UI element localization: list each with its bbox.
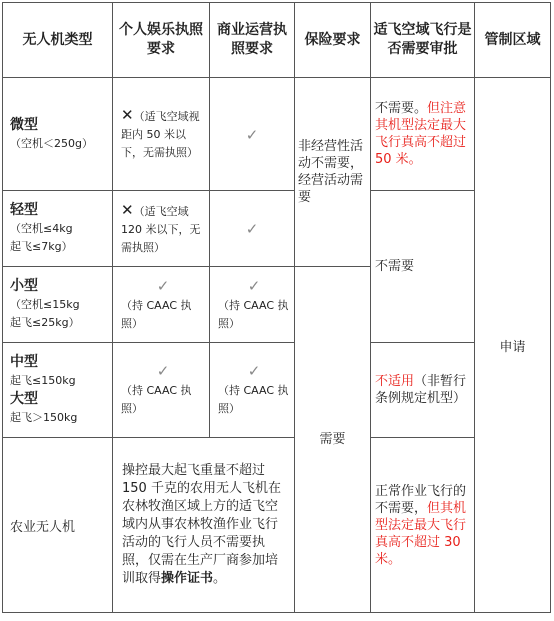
type-name: 轻型 [10,202,38,218]
approval-micro [371,78,475,191]
approval-text: 不需要 [375,259,415,274]
cross-icon: ✕ [121,106,134,124]
license-agricultural [113,438,295,613]
type-medium-large [3,343,113,438]
zone-cell [475,78,551,613]
personal-medium-large [113,343,210,438]
type-name: 小型 [10,278,38,294]
personal-micro [113,78,210,191]
license-note: （适飞空域视距内 50 米以下，无需执照） [121,110,200,159]
commercial-small [210,267,295,343]
type-desc: 起飞≤7kg） [10,240,73,253]
row-medium-large [3,343,551,438]
approval-warning: 不适用 [375,374,415,389]
header-personal-license: 个人娱乐执照要求 [113,3,210,78]
zone-text: 申请 [499,339,526,355]
row-micro [3,78,551,191]
checkmark-icon: ✓ [247,276,261,295]
type-name: 大型 [10,391,38,407]
checkmark-icon: ✓ [245,125,259,144]
commercial-light [210,191,295,267]
type-desc: （空机≤4kg [10,222,73,235]
insurance-text: 需要 [319,432,346,447]
header-approval: 适飞空域飞行是否需要审批 [371,3,475,78]
checkmark-icon: ✓ [156,276,170,295]
insurance-lower [295,267,371,613]
license-end: 。 [213,571,227,586]
license-note: （持 CAAC 执照） [121,298,192,330]
approval-warning: 但其机型法定最大飞行真高不超过 30 米。 [375,500,467,567]
header-zone: 管制区域 [475,3,551,78]
header-row [3,3,551,78]
license-note: （持 CAAC 执照） [218,298,289,330]
type-desc: 起飞≤25kg） [10,316,80,329]
drone-regulation-table [2,2,551,613]
approval-text: 不需要。 [375,101,428,116]
row-light [3,191,551,267]
type-desc: （空机≤15kg [10,298,80,311]
approval-agricultural [371,438,475,613]
type-desc: 起飞＞150kg [10,411,78,424]
approval-light-small [371,191,475,343]
license-note: （持 CAAC 执照） [121,384,192,415]
personal-light [113,191,210,267]
type-agricultural [3,438,113,613]
license-highlight: 操作证书 [161,571,214,586]
type-micro [3,78,113,191]
type-name: 中型 [10,354,38,370]
approval-text: （非暂行条例规定机型） [375,374,467,406]
header-commercial-license: 商业运营执照要求 [210,3,295,78]
type-name: 农业无人机 [10,519,76,535]
commercial-micro [210,78,295,191]
row-agricultural [3,438,551,613]
type-light [3,191,113,267]
checkmark-icon: ✓ [245,220,259,238]
license-note: （适飞空域 120 米以下，无需执照） [121,204,201,254]
type-small [3,267,113,343]
personal-small [113,267,210,343]
commercial-medium-large [210,343,295,438]
header-type: 无人机类型 [3,3,113,78]
checkmark-icon: ✓ [247,362,261,380]
approval-text: 正常作业飞行的不需要， [375,483,467,516]
approval-warning: 但注意其机型法定最大飞行真高不超过 50 米。 [375,101,467,167]
type-name: 微型 [10,116,38,133]
approval-medium-large [371,343,475,438]
header-insurance: 保险要求 [295,3,371,78]
checkmark-icon: ✓ [156,362,170,380]
insurance-text: 非经营性活动不需要，经营活动需要 [298,139,364,205]
type-desc: 起飞≤150kg [10,374,76,387]
type-desc: （空机＜250g） [10,136,93,150]
license-note: 操控最大起飞重量不超过 150 千克的农用无人飞机在农林牧渔区域上方的适飞空域内从事农林牧渔作业飞行活动的飞行人员不需要执照，仅需在生产厂商参加培训取得 [122,463,281,586]
license-note: （持 CAAC 执照） [218,384,289,415]
insurance-upper [295,78,371,267]
cross-icon: ✕ [121,200,134,219]
